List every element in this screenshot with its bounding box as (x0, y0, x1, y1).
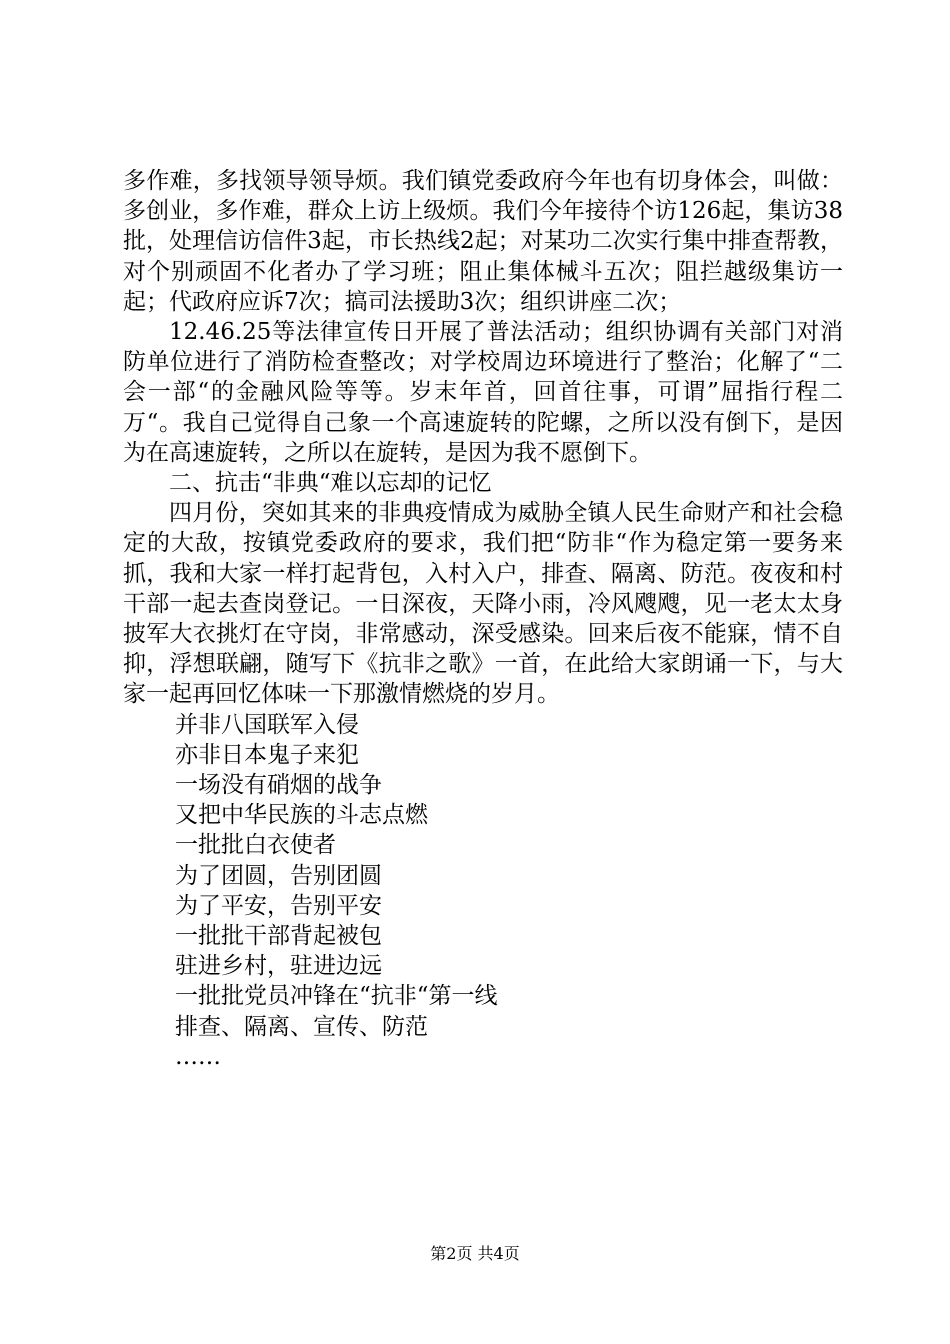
paragraph-1: 多作难，多找领导领导烦。我们镇党委政府今年也有切身体会，叫做：多创业，多作难，群众上访上级烦。我们今年接待个访126起，集访38批，处理信访信件3起，市长热线2起；对某功二次实行集中排查帮教，对个别顽固不化者办了学习班；阻止集体械斗五次；阻拦越级集访一起；代政府应诉7次；搞司法援助3次；组织讲座二次； (123, 168, 843, 315)
section-heading: 二、抗击“非典“难以忘却的记忆 (169, 470, 492, 497)
page-footer: 第2页 共4页 (430, 1244, 520, 1263)
paragraph-2: 12.46.25等法律宣传日开展了普法活动；组织协调有关部门对消防单位进行了消防检查整改；对学校周边环境进行了整治；化解了“二会一部“的金融风险等等。岁末年首，回首往事，可谓”屈指行程二万“。我自己觉得自己象一个高速旋转的陀螺，之所以没有倒下，是因为在高速旋转，之所以在旋转，是因为我不愿倒下。 (123, 319, 843, 466)
poem-line: 排查、隔离、宣传、防范 (175, 1013, 428, 1040)
poem-line: 一批批党员冲锋在“抗非“第一线 (175, 983, 498, 1010)
poem-line: 一批批干部背起被包 (175, 923, 382, 950)
poem-line: 驻进乡村，驻进边远 (175, 953, 382, 980)
paragraph-3: 四月份，突如其来的非典疫情成为威胁全镇人民生命财产和社会稳定的大敌，按镇党委政府的要求，我们把“防非“作为稳定第一要务来抓，我和大家一样打起背包，入村入户，排查、隔离、防范。夜夜和村干部一起去查岗登记。一日深夜，天降小雨，冷风飕飕，见一老太太身披军大衣挑灯在守岗，非常感动，深受感染。回来后夜不能寐，情不自抑，浮想联翩，随写下《抗非之歌》一首，在此给大家朗诵一下，与大家一起再回忆体味一下那激情燃烧的岁月。 (123, 500, 843, 708)
poem-line: 又把中华民族的斗志点燃 (175, 802, 428, 829)
poem-line: 并非八国联军入侵 (175, 711, 359, 738)
poem-line: 一场没有硝烟的战争 (175, 772, 382, 799)
poem (123, 710, 843, 1072)
poem-line: 亦非日本鬼子来犯 (175, 741, 359, 768)
document-body (123, 166, 843, 1072)
poem-line: 为了团圆，告别团圆 (175, 862, 382, 889)
poem-line: 为了平安，告别平安 (175, 892, 382, 919)
poem-line: 一批批白衣使者 (175, 832, 336, 859)
poem-line: …… (175, 1043, 221, 1070)
